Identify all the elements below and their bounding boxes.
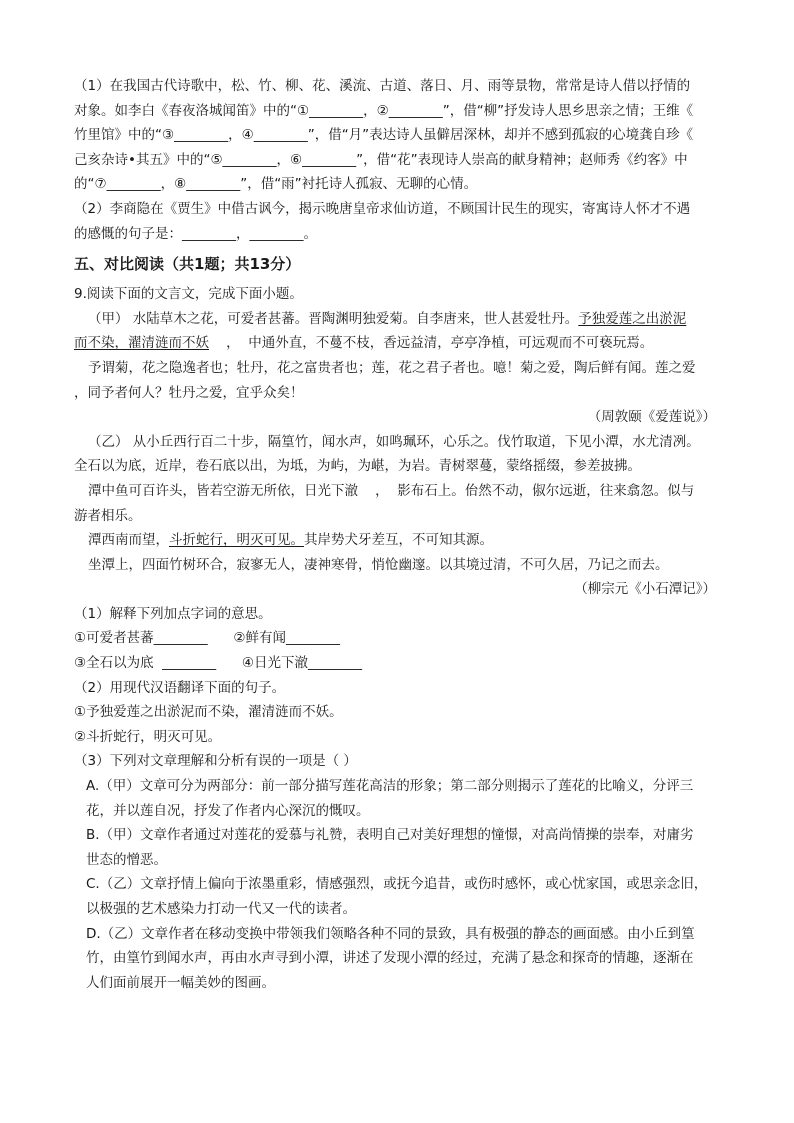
sub-question-title: （2）用现代汉语翻译下面的句子。 — [74, 679, 286, 696]
question-9 — [74, 282, 724, 995]
translate-sentence: ②斗折蛇行，明灭可见。 — [74, 728, 222, 745]
text-line — [74, 307, 724, 332]
sub-question-2 — [74, 676, 724, 750]
word-blank-row: ①可爱者甚蕃________ ②鲜有闻________ — [74, 630, 340, 647]
choice-line: B.（甲）文章作者通过对莲花的爱慕与礼赞，表明自己对美好理想的憧憬，对高尚情操的崇奉，对庸劣 — [86, 827, 694, 844]
choice-c — [74, 872, 724, 921]
text-line: 己亥杂诗•其五》中的“⑤________，⑥________”，借“花”表现诗人崇高的献身精神；赵师秀《约客》中 — [74, 151, 688, 168]
text-line: 游者相乐。 — [74, 507, 142, 524]
underlined-sentence: 予独爱莲之出淤泥 — [578, 310, 687, 327]
text-line — [74, 331, 724, 356]
text-span: ， 中通外直，不蔓不枝，香远益清，亭亭净植，可远观而不可亵玩焉。 — [209, 335, 654, 352]
choice-line: C.（乙）文章抒情上偏向于浓墨重彩，情感强烈，或抚今追昔，或伤时感怀，或心忧家国，或思亲念旧， — [86, 876, 708, 893]
text-line: 的感慨的句子是：________，________。 — [74, 225, 317, 242]
underlined-sentence: 而不染，濯清涟而不妖 — [74, 335, 209, 352]
text-line: 对象。如李白《春夜洛城闻笛》中的“①________，②________”，借“柳”抒发诗人思乡思亲之情；王维《 — [74, 102, 694, 119]
passage-source: （周敦颐《爱莲说》） — [587, 409, 716, 426]
text-line: 坐潭上，四面竹树环合，寂寥无人，凄神寒骨，悄怆幽邃。以其境过清，不可久居，乃记之而去。 — [88, 556, 669, 573]
sub-question-1 — [74, 602, 724, 676]
text-line: 予谓菊，花之隐逸者也；牡丹，花之富贵者也；莲，花之君子者也。噫！菊之爱，陶后鲜有闻。莲之爱 — [88, 359, 696, 376]
choice-line: D.（乙）文章作者在移动变换中带领我们领略各种不同的景致，具有极强的静态的画面感。由小丘到篁 — [86, 925, 695, 942]
choice-line: 以极强的艺术感染力打动一代又一代的读者。 — [86, 901, 356, 917]
choice-d — [74, 922, 724, 996]
exam-page — [74, 74, 724, 995]
text-line: （1）在我国古代诗歌中，松、竹、柳、花、溪流、古道、落日、月、雨等景物，常常是诗人借以抒情的 — [74, 78, 691, 94]
choice-b — [74, 823, 724, 872]
choice-line: A.（甲）文章可分为两部分：前一部分描写莲花高洁的形象；第二部分则揭示了莲花的比喻义，分评三 — [86, 778, 694, 795]
passage-yi — [74, 430, 724, 602]
text-line — [74, 528, 724, 553]
text-line: 的“⑦________，⑧________”，借“雨”衬托诗人孤寂、无聊的心情。 — [74, 176, 478, 193]
passage-jia — [74, 307, 724, 430]
text-span: （甲） 水陆草木之花，可爱者甚蕃。晋陶渊明独爱菊。自李唐来，世人甚爱牡丹。 — [88, 310, 579, 327]
choice-a — [74, 774, 724, 823]
question-8-part-1 — [74, 74, 724, 197]
text-line: 潭中鱼可百许头，皆若空游无所依，日光下澈 ， 影布石上。佁然不动，俶尔远逝，往来翕忽。似与 — [88, 482, 695, 499]
text-line: 竹里馆》中的“③________，④________”，借“月”表达诗人虽僻居深林，却并不感到孤寂的心境龚自珍《 — [74, 127, 694, 144]
text-span: 潭西南而望， — [88, 532, 169, 549]
word-blank-row: ③全石以为底 ________ ④日光下澈________ — [74, 655, 363, 672]
text-line: （2）李商隐在《贾生》中借古讽今，揭示晚唐皇帝求仙访道，不顾国计民生的现实，寄寓诗人怀才不遇 — [74, 200, 691, 217]
section-heading: 五、对比阅读（共1题；共13分） — [74, 255, 301, 274]
text-line: ，同予者何人？牡丹之爱，宜乎众矣！ — [74, 384, 304, 401]
choice-line: 竹，由篁竹到闻水声，再由水声寻到小潭，讲述了发现小潭的经过，充满了悬念和探奇的情趣，逐渐在 — [86, 950, 694, 967]
choice-line: 花，并以莲自况，抒发了作者内心深沉的慨叹。 — [86, 802, 370, 819]
sub-question-title: （3）下列对文章理解和分析有误的一项是（ ） — [74, 753, 357, 770]
sub-question-title: （1）解释下列加点字词的意思。 — [74, 605, 272, 622]
question-8-part-2 — [74, 197, 724, 246]
question-intro: 9.阅读下面的文言文，完成下面小题。 — [74, 286, 303, 303]
choice-line: 人们面前展开一幅美妙的图画。 — [86, 974, 275, 991]
sub-question-3 — [74, 749, 724, 995]
choice-line: 世态的憎恶。 — [86, 851, 167, 868]
text-line: （乙） 从小丘西行百二十步，隔篁竹，闻水声，如鸣珮环，心乐之。伐竹取道，下见小潭，水尤清冽。 — [88, 433, 700, 450]
translate-sentence: ①予独爱莲之出淤泥而不染，濯清涟而不妖。 — [74, 704, 343, 721]
text-line: 全石以为底，近岸，卷石底以出，为坻，为屿，为嵁，为岩。青树翠蔓，蒙络摇缀，参差披拂。 — [74, 458, 641, 475]
text-span: 其岸势犬牙差互，不可知其源。 — [304, 532, 493, 549]
underlined-sentence: 斗折蛇行，明灭可见。 — [169, 532, 304, 549]
passage-source: （柳宗元《小石潭记》） — [574, 581, 716, 598]
